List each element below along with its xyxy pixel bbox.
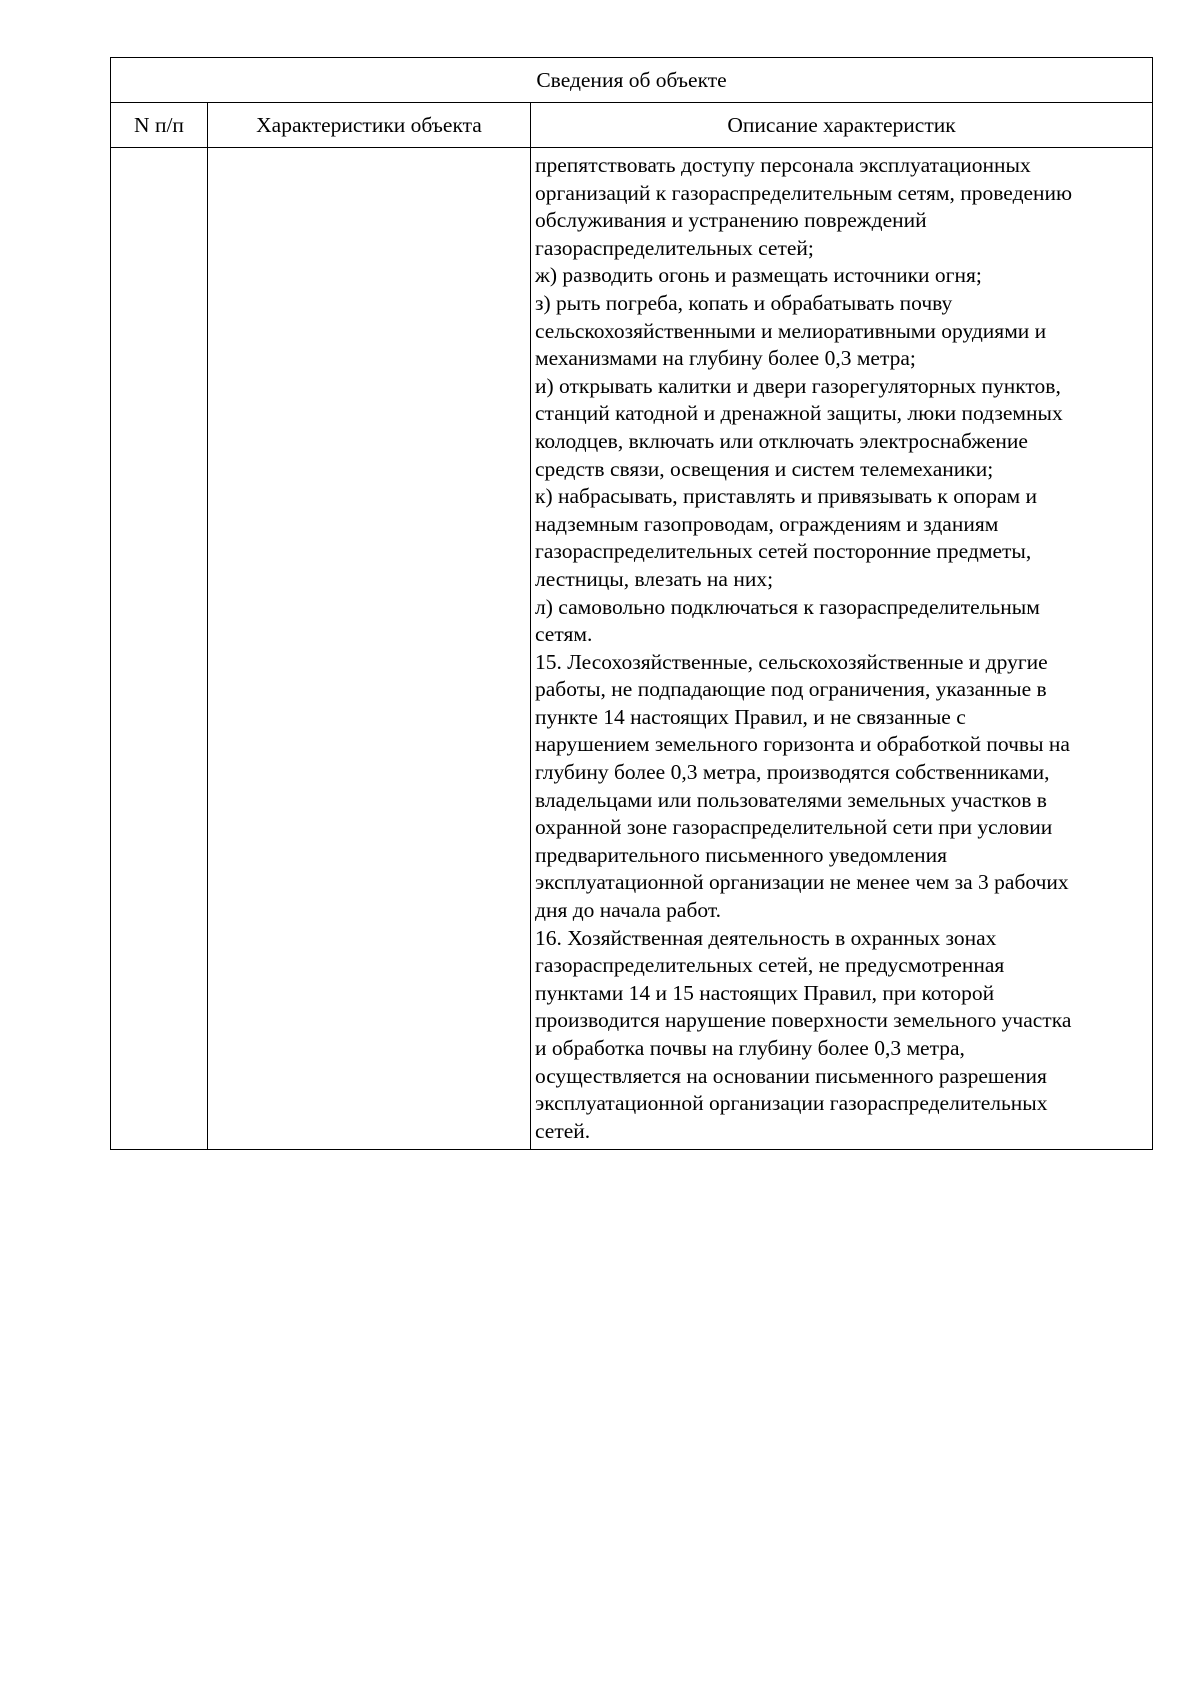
- description-line: сельскохозяйственными и мелиоративными орудиями и: [535, 318, 1047, 343]
- description-line: препятствовать доступу персонала эксплуатационных: [535, 153, 1031, 177]
- description-line: станций катодной и дренажной защиты, люки подземных: [535, 401, 1063, 426]
- table-caption-row: [111, 58, 1153, 103]
- description-line: сетям.: [535, 622, 593, 647]
- description-line: обслуживания и устранению повреждений: [535, 208, 927, 233]
- cell-characteristics: [208, 148, 531, 1150]
- header-characteristics: Характеристики объекта: [208, 103, 531, 148]
- description-line: механизмами на глубину более 0,3 метра;: [535, 346, 916, 371]
- object-info-table: [110, 57, 1153, 1150]
- header-description: Описание характеристик: [531, 103, 1153, 148]
- table-header-row: [111, 103, 1153, 148]
- description-line: пункте 14 настоящих Правил, и не связанные с: [535, 704, 966, 729]
- description-line: газораспределительных сетей, не предусмотренная: [535, 953, 1005, 978]
- header-number: N п/п: [111, 103, 208, 148]
- cell-description: [531, 148, 1153, 1150]
- table-caption: Сведения об объекте: [111, 58, 1153, 103]
- description-line: лестницы, влезать на них;: [535, 566, 774, 591]
- description-line: глубину более 0,3 метра, производятся собственниками,: [535, 760, 1050, 785]
- description-line: средств связи, освещения и систем телемеханики;: [535, 456, 994, 481]
- description-line: владельцами или пользователями земельных участков в: [535, 787, 1047, 812]
- description-line: и обработка почвы на глубину более 0,3 метра,: [535, 1036, 965, 1060]
- description-line: сетей.: [535, 1118, 591, 1143]
- description-line: 16. Хозяйственная деятельность в охранных зонах: [535, 925, 997, 950]
- description-line: и) открывать калитки и двери газорегуляторных пунктов,: [535, 373, 1061, 398]
- table-row: [111, 148, 1153, 1150]
- description-line: надземным газопроводам, ограждениям и зданиям: [535, 511, 999, 536]
- description-line: 15. Лесохозяйственные, сельскохозяйственные и другие: [535, 649, 1048, 674]
- description-line: предварительного письменного уведомления: [535, 842, 948, 867]
- description-line: пунктами 14 и 15 настоящих Правил, при которой: [535, 980, 995, 1005]
- description-line: газораспределительных сетей посторонние предметы,: [535, 539, 1032, 564]
- description-line: эксплуатационной организации не менее чем за 3 рабочих: [535, 870, 1069, 895]
- description-line: нарушением земельного горизонта и обработкой почвы на: [535, 732, 1070, 757]
- description-line: л) самовольно подключаться к газораспределительным: [535, 594, 1040, 619]
- description-line: з) рыть погреба, копать и обрабатывать почву: [535, 290, 953, 315]
- description-line: работы, не подпадающие под ограничения, указанные в: [535, 677, 1047, 702]
- description-line: охранной зоне газораспределительной сети при условии: [535, 815, 1053, 840]
- description-line: производится нарушение поверхности земельного участка: [535, 1008, 1072, 1033]
- description-line: организаций к газораспределительным сетям, проведению: [535, 180, 1073, 205]
- description-line: к) набрасывать, приставлять и привязывать к опорам и: [535, 484, 1037, 509]
- cell-number: [111, 148, 208, 1150]
- description-line: колодцев, включать или отключать электроснабжение: [535, 428, 1028, 453]
- description-line: эксплуатационной организации газораспределительных: [535, 1091, 1048, 1116]
- description-line: дня до начала работ.: [535, 898, 722, 923]
- description-line: осуществляется на основании письменного разрешения: [535, 1063, 1047, 1088]
- description-line: газораспределительных сетей;: [535, 235, 814, 260]
- description-line: ж) разводить огонь и размещать источники огня;: [535, 263, 982, 288]
